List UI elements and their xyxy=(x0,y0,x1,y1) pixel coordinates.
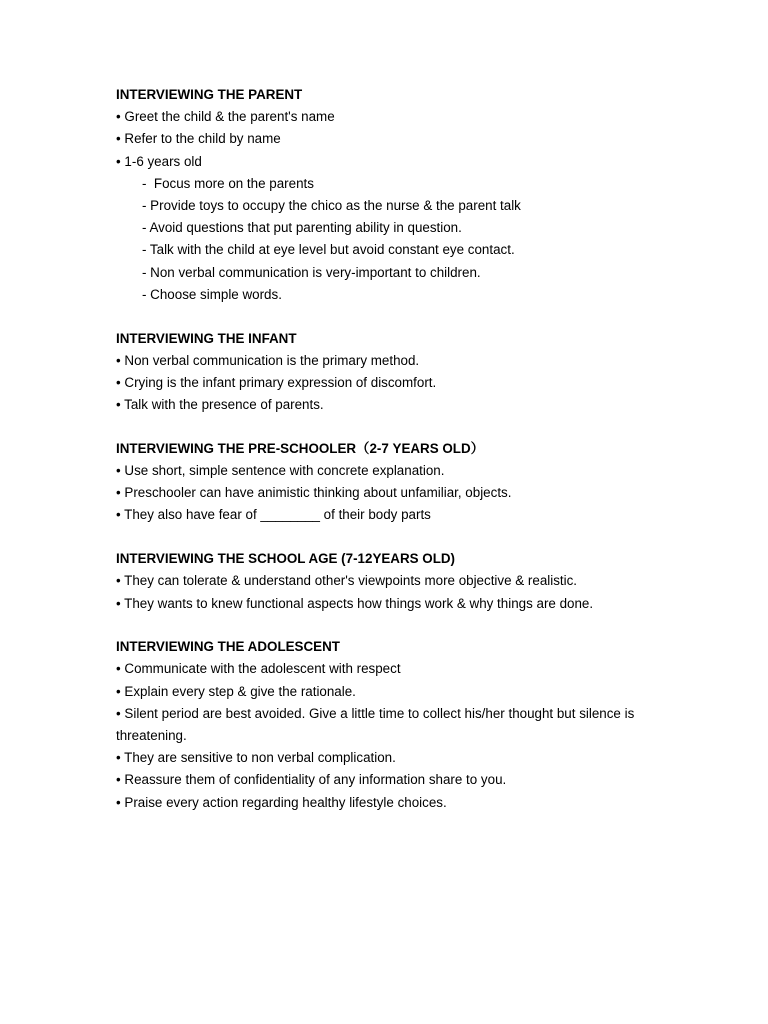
list-item: • They wants to knew functional aspects how things work & why things are done. xyxy=(116,595,594,611)
section-heading: INTERVIEWING THE INFANT xyxy=(116,330,297,346)
list-item: • Refer to the child by name xyxy=(116,131,281,147)
list-item: • Crying is the infant primary expression of discomfort. xyxy=(116,374,437,390)
list-item: • They also have fear of ________ of their body parts xyxy=(116,507,431,523)
list-item: • Use short, simple sentence with concrete explanation. xyxy=(116,463,445,479)
sub-list-item: - Choose simple words. xyxy=(142,286,282,302)
list-item: • Reassure them of confidentiality of any information share to you. xyxy=(116,772,507,788)
section-preschooler xyxy=(116,438,661,527)
section-heading: INTERVIEWING THE ADOLESCENT xyxy=(116,639,340,655)
list-item: • Greet the child & the parent's name xyxy=(116,109,335,125)
sub-list-item: - Avoid questions that put parenting ability in question. xyxy=(142,220,462,236)
list-item: • Praise every action regarding healthy lifestyle choices. xyxy=(116,794,447,810)
list-item: • They are sensitive to non verbal complication. xyxy=(116,750,396,766)
sub-list-item: - Focus more on the parents xyxy=(142,175,314,191)
section-infant xyxy=(116,328,661,417)
list-item: • Communicate with the adolescent with respect xyxy=(116,661,401,677)
list-item: • 1-6 years old xyxy=(116,153,202,169)
list-item: • Preschooler can have animistic thinking about unfamiliar, objects. xyxy=(116,485,512,501)
list-item: • Explain every step & give the rationale. xyxy=(116,683,356,699)
list-item: • They can tolerate & understand other's viewpoints more objective & realistic. xyxy=(116,573,578,589)
section-heading: INTERVIEWING THE SCHOOL AGE (7-12YEARS OLD) xyxy=(116,551,456,567)
list-item: • Talk with the presence of parents. xyxy=(116,397,324,413)
list-item: • Non verbal communication is the primary method. xyxy=(116,352,420,368)
sub-list-item: - Non verbal communication is very-important to children. xyxy=(142,264,481,280)
section-school-age xyxy=(116,548,661,615)
sub-list-item: - Talk with the child at eye level but avoid constant eye contact. xyxy=(142,242,515,258)
document-page xyxy=(116,84,661,835)
section-adolescent xyxy=(116,636,661,814)
section-parent xyxy=(116,84,661,306)
sub-list-item: - Provide toys to occupy the chico as the nurse & the parent talk xyxy=(142,198,521,214)
section-heading: INTERVIEWING THE PRE-SCHOOLER（2-7 YEARS OLD） xyxy=(116,440,485,456)
list-item: • Silent period are best avoided. Give a little time to collect his/her thought but silence is threatening. xyxy=(116,705,639,744)
section-heading: INTERVIEWING THE PARENT xyxy=(116,87,303,102)
